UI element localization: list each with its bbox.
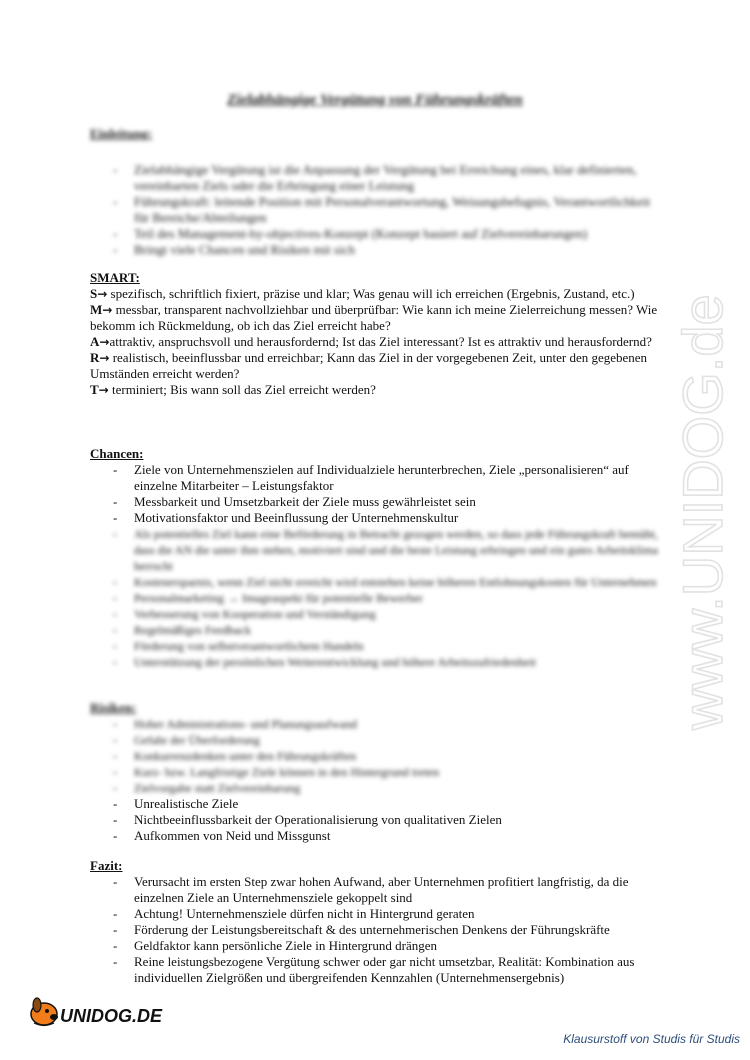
smart-line-a: [90, 334, 660, 350]
page-title: Zielabhängige Vergütung von Führungskräften: [227, 92, 523, 108]
unidog-logo: [28, 990, 188, 1030]
list-item: - Bringt viele Chancen und Risiken mit sich: [90, 242, 660, 258]
list-item: - Zielvorgabe statt Zielvereinbarung: [90, 780, 660, 796]
chancen-heading: Chancen:: [90, 446, 144, 461]
list-item: - Reine leistungsbezogene Vergütung schwer oder gar nicht umsetzbar, Realität: Kombination aus individuellen Zielgrößen und übergreifenden Kennzahlen (Unternehmensergebnis): [90, 954, 660, 986]
list-item: - Personalmarketing → Imageaspekt für potentielle Bewerber: [90, 590, 660, 606]
smart-line-s: [90, 286, 660, 302]
fazit-list: [90, 874, 660, 986]
logo-text: UNIDOG.DE: [60, 1006, 163, 1026]
risiken-list: [90, 796, 660, 844]
smart-letter: S: [90, 286, 98, 301]
list-item: - Teil des Management-by-objectives-Konzept (Konzept basiert auf Zielvereinbarungen): [90, 226, 660, 242]
intro-section: [90, 126, 660, 258]
dog-mascot-icon: [31, 998, 58, 1026]
smart-text: messbar, transparent nachvollziehbar und überprüfbar: Wie kann ich meine Zielerreichung messen? Wie bekomm ich Rückmeldung, ob ich das Ziel erreicht habe?: [90, 302, 658, 333]
smart-line-r: [90, 350, 660, 382]
list-item: - Förderung der Leistungsbereitschaft & des unternehmerischen Denkens der Führungskräfte: [90, 922, 660, 938]
list-item: - Führungskraft: leitende Position mit Personalverantwortung, Weisungsbefugnis, Verantwortlichkeit für Bereiche/Abteilungen: [90, 194, 660, 226]
list-item: - Achtung! Unternehmensziele dürfen nicht in Hintergrund geraten: [90, 906, 660, 922]
list-item: - Unterstützung der persönlichen Weiterentwicklung und höhere Arbeitszufriedenheit: [90, 654, 660, 670]
chancen-list: [90, 462, 660, 526]
smart-text: spezifisch, schriftlich fixiert, präzise und klar; Was genau will ich erreichen (Ergebnis, Zustand, etc.): [107, 286, 635, 301]
list-item: - Kostenersparnis, wenn Ziel nicht erreicht wird entstehen keine höheren Entlohnungskosten für Unternehmen: [90, 574, 660, 590]
smart-text: realistisch, beeinflussbar und erreichbar; Kann das Ziel in der vorgegebenen Zeit, unter den gegebenen Umständen erreicht werden?: [90, 350, 648, 381]
list-item: - Nichtbeeinflussbarkeit der Operationalisierung von qualitativen Zielen: [90, 812, 660, 828]
smart-line-t: [90, 382, 660, 398]
smart-heading: SMART:: [90, 270, 140, 285]
list-item: - Verbesserung von Kooperation und Verständigung: [90, 606, 660, 622]
list-item: - Aufkommen von Neid und Missgunst: [90, 828, 660, 844]
list-item: - Kurz- bzw. Langfristige Ziele können in den Hintergrund treten: [90, 764, 660, 780]
list-item: - Geldfaktor kann persönliche Ziele in Hintergrund drängen: [90, 938, 660, 954]
arrow-right-icon: →: [102, 303, 113, 317]
risiken-list-blurred: [90, 716, 660, 796]
fazit-heading: Fazit:: [90, 858, 123, 873]
list-item: - Motivationsfaktor und Beeinflussung der Unternehmenskultur: [90, 510, 660, 526]
footer-tagline: Klausurstoff von Studis für Studis: [563, 1032, 740, 1046]
list-item: - Regelmäßiges Feedback: [90, 622, 660, 638]
arrow-right-icon: →: [99, 351, 110, 365]
list-item: - Ziele von Unternehmenszielen auf Individualziele herunterbrechen, Ziele „personalisieren“ auf einzelne Mitarbeiter – Leistungsfaktor: [90, 462, 660, 494]
risiken-heading: Risiken:: [90, 700, 137, 715]
list-item: - Förderung von selbstverantwortlichem Handeln: [90, 638, 660, 654]
chancen-section: [90, 446, 660, 670]
smart-letter: M: [90, 302, 103, 317]
smart-letter: A: [90, 334, 100, 349]
watermark-text: www.UNIDOG.de: [671, 294, 734, 730]
intro-heading: Einleitung:: [90, 126, 153, 141]
smart-letter: R: [90, 350, 100, 365]
arrow-right-icon: →: [99, 335, 110, 349]
smart-text: attraktiv, anspruchsvoll und herausfordernd; Ist das Ziel interessant? Ist es attraktiv und herausfordernd?: [109, 334, 652, 349]
list-item: - Zielabhängige Vergütung ist die Anpassung der Vergütung bei Erreichung eines, klar definierten, vereinbarten Ziels oder die Erbringung einer Leistung: [90, 162, 660, 194]
arrow-right-icon: →: [97, 287, 108, 301]
risiken-section: [90, 700, 660, 844]
smart-text: terminiert; Bis wann soll das Ziel erreicht werden?: [108, 382, 376, 397]
smart-letter: T: [90, 382, 99, 397]
intro-list: [90, 162, 660, 258]
arrow-right-icon: →: [98, 383, 109, 397]
fazit-section: [90, 858, 660, 986]
list-item: - Verursacht im ersten Step zwar hohen Aufwand, aber Unternehmen profitiert langfristig, da die einzelnen Ziele an Unternehmensziele gekoppelt sind: [90, 874, 660, 906]
list-item: - Gefahr der Überforderung: [90, 732, 660, 748]
list-item: - Als potentielles Ziel kann eine Beförderung in Betracht gezogen werden, so dass jede Führungskraft bemüht, dass die AN die unter ihm stehen, motiviert sind und die beste Leistung erbringen und ein gutes Arbeitsklima herrscht: [90, 526, 660, 574]
list-item: - Hoher Administrations- und Planungsaufwand: [90, 716, 660, 732]
watermark: [660, 260, 750, 740]
smart-line-m: [90, 302, 660, 334]
smart-section: [90, 270, 660, 398]
list-item: - Unrealistische Ziele: [90, 796, 660, 812]
chancen-list-blurred: [90, 526, 660, 670]
list-item: - Konkurrenzdenken unter den Führungskräften: [90, 748, 660, 764]
list-item: - Messbarkeit und Umsetzbarkeit der Ziele muss gewährleistet sein: [90, 494, 660, 510]
